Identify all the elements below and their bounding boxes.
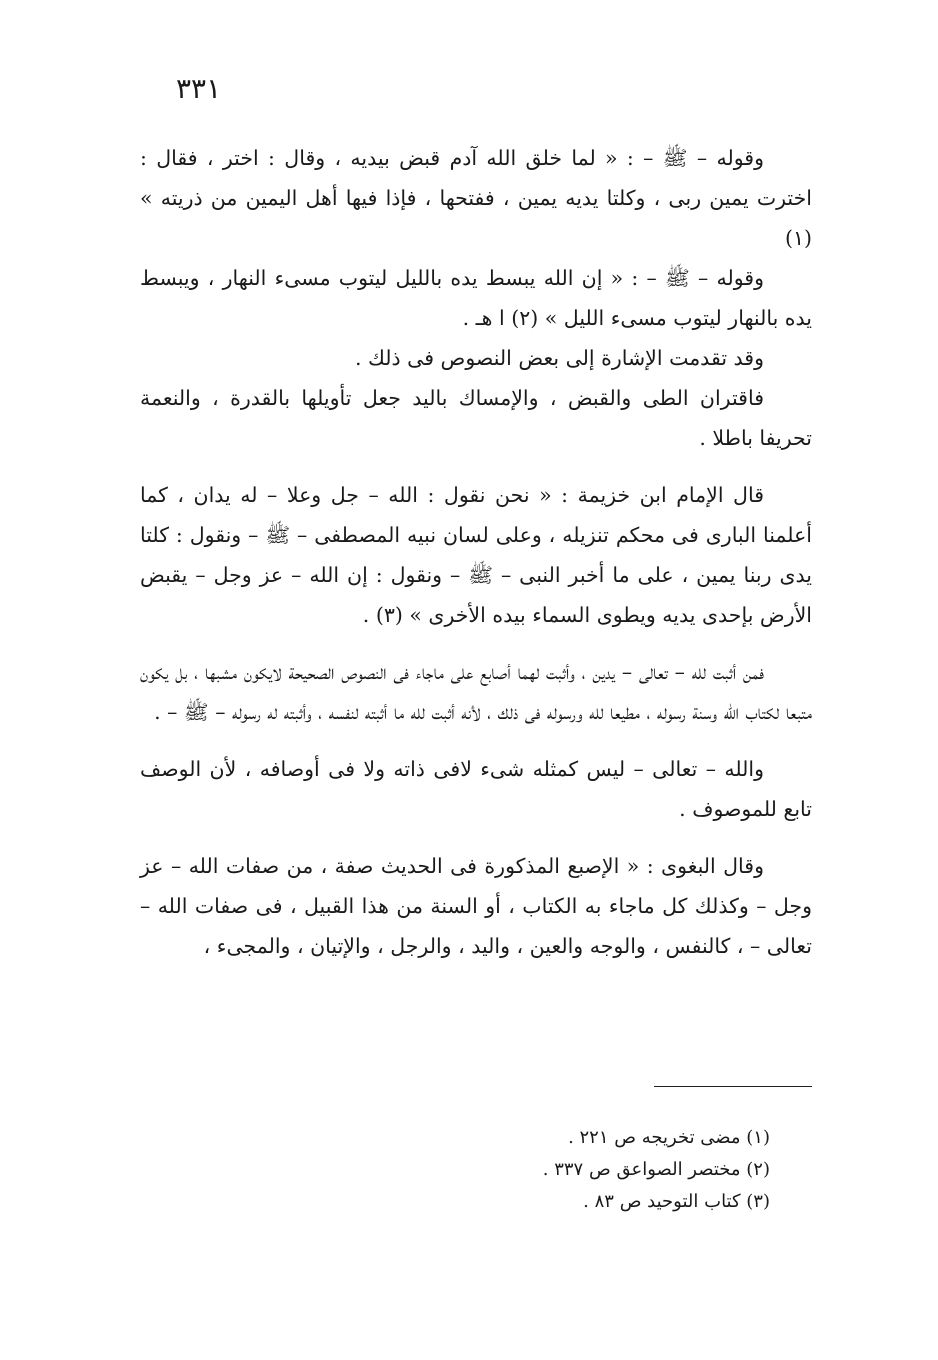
page-number: ٣٣١ [176,72,222,105]
footnote: (٢) مختصر الصواعق ص ٣٣٧ . [542,1159,770,1180]
text-line: فمن أثبت لله – تعالى – يدين ، وأثبت لهما أصابع على ماجاء فى [393,660,764,684]
text-line: يقبض الأرض بإحدى يديه ويطوى السماء بيده الأخرى » (٣) . [140,563,812,627]
text-line: مطيعا لله ورسوله فى ذلك ، لأنه أثبت لله ما أثبته لنفسه ، وأثبته له رسوله – [215,700,640,724]
paragraph [140,258,812,338]
text-line: قال الإمام ابن خزيمة : « نحن نقول : الله – جل وعلا – له يدان ، كما [140,483,764,507]
text-line: النصوص الصحيحة لايكون مشبها ، بل يكون متبعا لكتاب الله وسنة رسوله ، [140,660,812,724]
text-line: أعلمنا البارى فى محكم تنزيله ، وعلى لسان نبيه المصطفى – ﷺ – ونقول : كلتا [140,523,812,547]
text-line: وقوله – ﷺ – : « إن الله يبسط يده بالليل ليتوب مسىء النهار ، [207,266,764,290]
text-line: ﷺ – . [154,700,209,724]
text-line: وقد تقدمت الإشارة إلى بعض النصوص فى ذلك . [354,346,764,370]
text-line: ويبسط يده بالنهار ليتوب مسىء الليل » (٢) ا هـ . [140,266,812,330]
paragraph [140,749,812,829]
text-line: والله – تعالى – ليس كمثله شىء لافى ذاته ولا فى أوصافه ، لأن الوصف [140,757,765,781]
text-line: الله – تعالى – ، كالنفس ، والوجه والعين ، واليد ، والرجل ، والإتيان ، والمجىء ، [140,894,812,958]
footnote: (١) مضى تخريجه ص ٢٢١ . [568,1127,770,1148]
paragraph [140,652,812,732]
paragraph [140,338,812,378]
text-line: اخترت يمين ربى ، وكلتا يديه يمين ، ففتحها ، فإذا فيها أهل اليمين من ذريته » (١) [140,186,812,250]
footnote-separator [654,1086,812,1087]
text-line: وقوله – ﷺ – : « لما خلق الله آدم قبض بيديه ، وقال : اختر ، فقال : [140,146,764,170]
paragraph [140,138,812,258]
text-line: يدى ربنا يمين ، على ما أخبر النبى – ﷺ – ونقول : إن الله – عز وجل – [195,563,812,587]
text-line: تابع للموصوف . [679,797,812,821]
footnote: (٣) كتاب التوحيد ص ٨٣ . [583,1191,770,1212]
text-line: تحريفا باطلا . [699,426,812,450]
footnotes [380,1122,770,1218]
text-line: وقال البغوى : « الإصبع المذكورة فى الحديث صفة ، من صفات الله – [171,854,764,878]
paragraph [140,846,812,966]
body-text [140,138,812,966]
text-line: فاقتران الطى والقبض ، والإمساك باليد جعل تأويلها بالقدرة ، والنعمة [140,386,764,410]
paragraph [140,475,812,635]
paragraph [140,378,812,458]
text-line: عز وجل – وكذلك كل ماجاء به الكتاب ، أو السنة من هذا القبيل ، فى صفات [140,854,812,918]
